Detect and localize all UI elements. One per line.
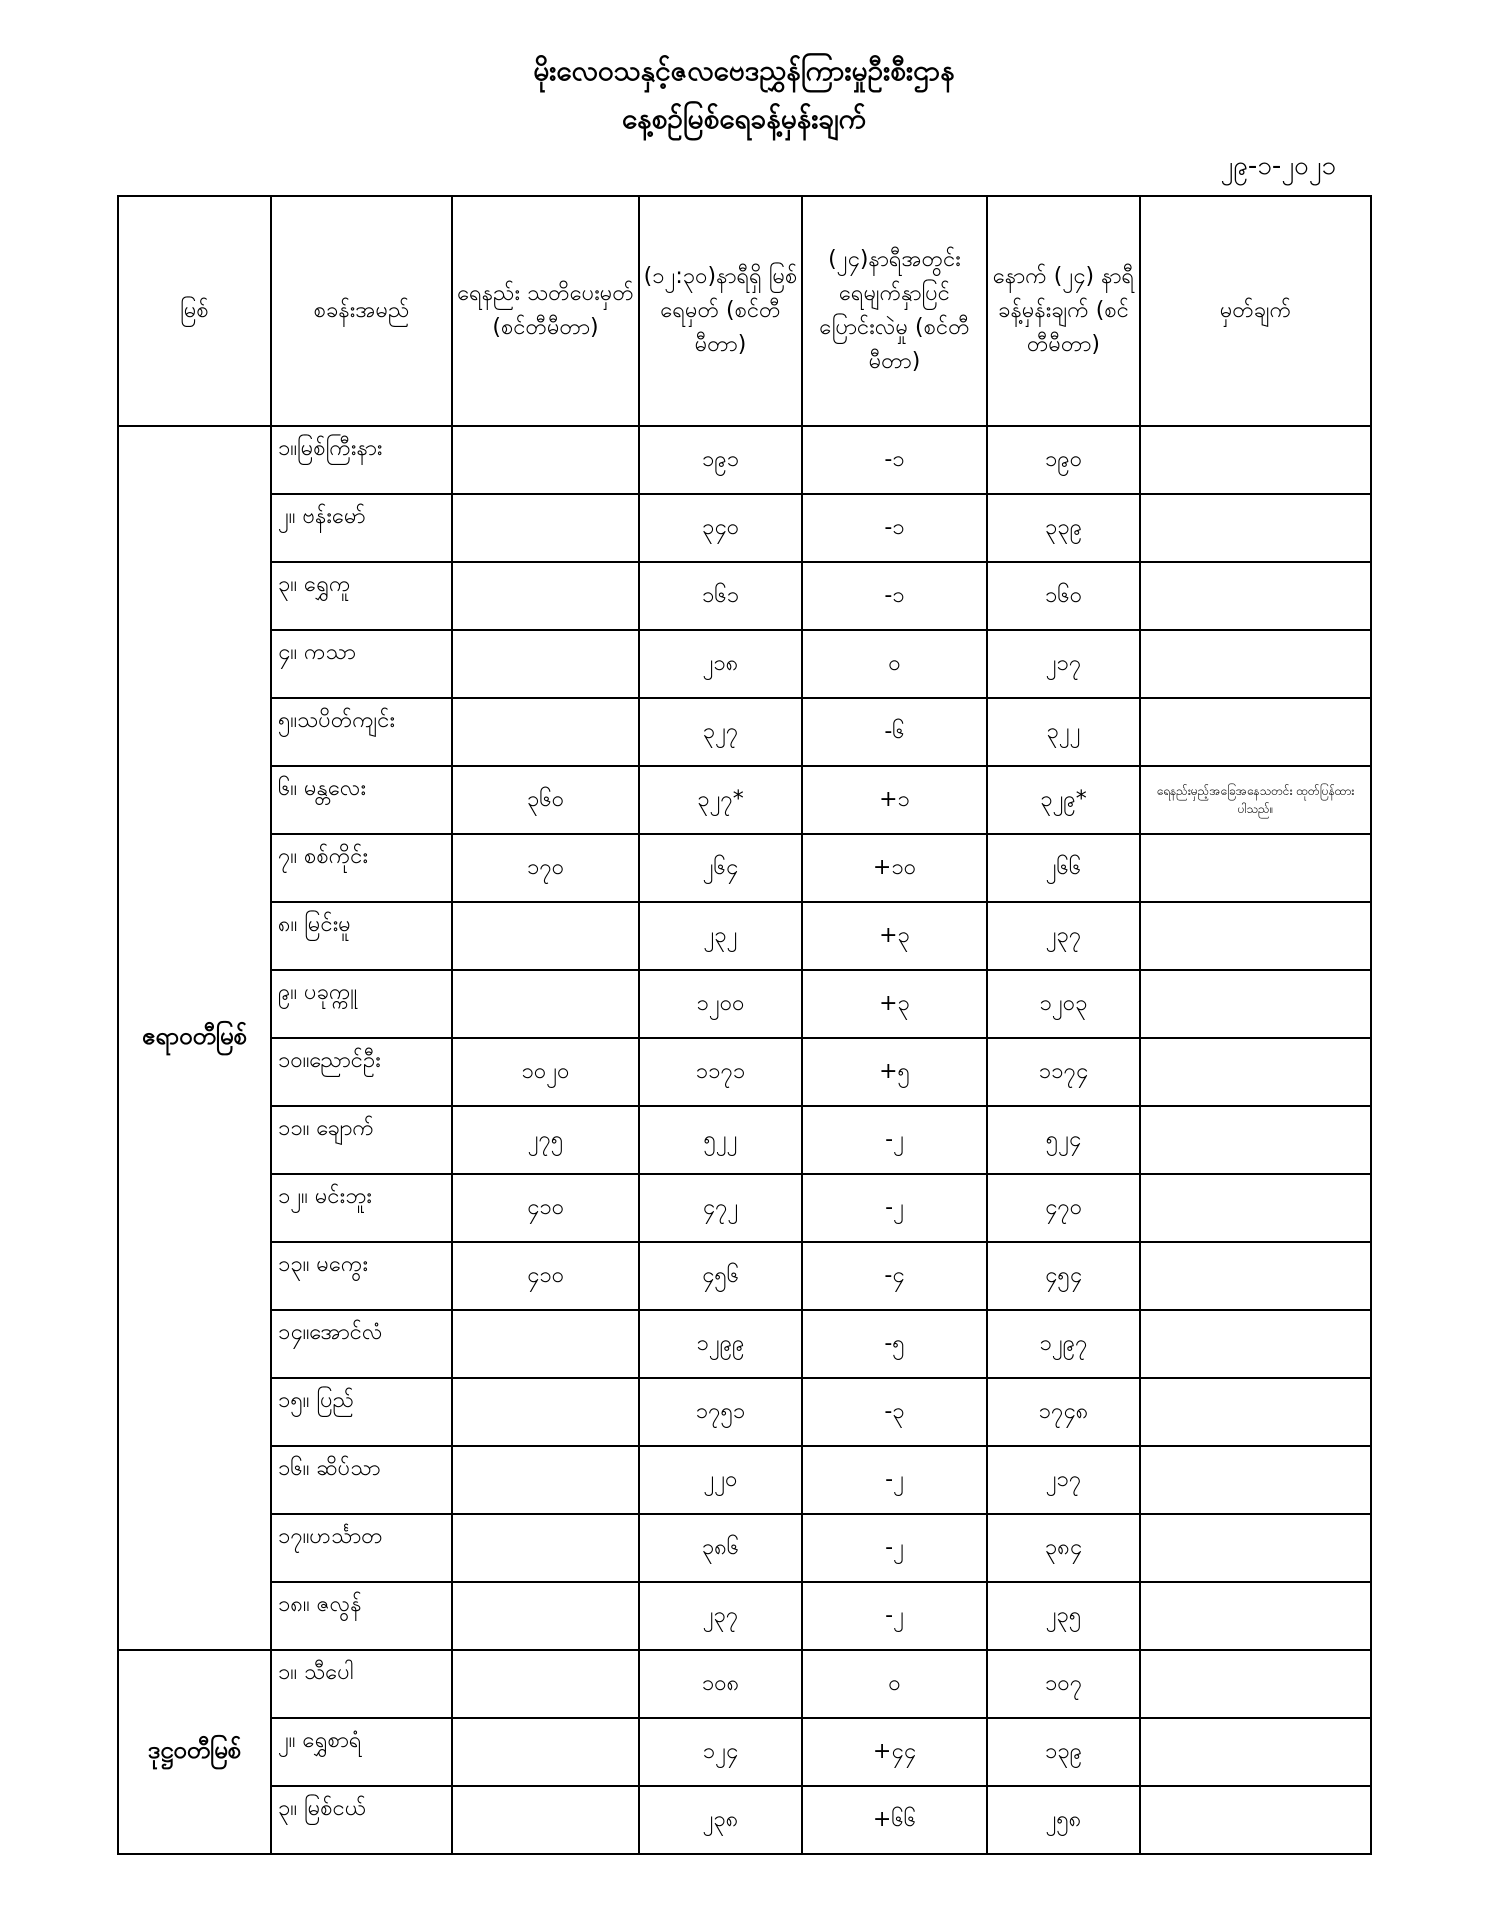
level-change-cell: +၅ xyxy=(802,1038,987,1106)
low-warning-cell: ၄၁၀ xyxy=(452,1242,639,1310)
level-change-cell: -၅ xyxy=(802,1310,987,1378)
forecast-cell: ၁၆၀ xyxy=(987,562,1140,630)
remark-cell xyxy=(1140,698,1371,766)
level-change-cell: -၆ xyxy=(802,698,987,766)
water-level-cell: ၁၆၁ xyxy=(639,562,802,630)
low-warning-cell: ၂၇၅ xyxy=(452,1106,639,1174)
remark-cell: ရေနည်းမှည့်အခြေအနေသတင်း ထုတ်ပြန်ထားပါသည်။ xyxy=(1140,766,1371,834)
low-warning-cell xyxy=(452,1582,639,1650)
forecast-cell: ၁၉၀ xyxy=(987,426,1140,494)
forecast-cell: ၅၂၄ xyxy=(987,1106,1140,1174)
col-header-level: (၁၂:၃၀)နာရီရှိ မြစ်ရေမှတ် (စင်တီမီတာ) xyxy=(639,196,802,426)
level-change-cell: -၂ xyxy=(802,1106,987,1174)
station-cell: ၁၈။ ဇလွန် xyxy=(271,1582,452,1650)
low-warning-cell xyxy=(452,426,639,494)
forecast-cell: ၂၃၇ xyxy=(987,902,1140,970)
table-row xyxy=(118,1514,1371,1582)
table-row xyxy=(118,1310,1371,1378)
station-cell: ၁၆။ ဆိပ်သာ xyxy=(271,1446,452,1514)
level-change-cell: +၆၆ xyxy=(802,1786,987,1854)
page-subtitle: နေ့စဉ်မြစ်ရေခန့်မှန်းချက် xyxy=(621,102,867,135)
forecast-cell: ၁၁၇၄ xyxy=(987,1038,1140,1106)
water-level-cell: ၁၂၉၉ xyxy=(639,1310,802,1378)
forecast-cell: ၄၇၀ xyxy=(987,1174,1140,1242)
level-change-cell: ၀ xyxy=(802,630,987,698)
table-row xyxy=(118,1582,1371,1650)
forecast-cell: ၂၅၈ xyxy=(987,1786,1140,1854)
low-warning-cell xyxy=(452,1310,639,1378)
low-warning-cell xyxy=(452,698,639,766)
forecast-cell: ၄၅၄ xyxy=(987,1242,1140,1310)
remark-cell xyxy=(1140,1378,1371,1446)
forecast-cell: ၃၃၉ xyxy=(987,494,1140,562)
level-change-cell: -၂ xyxy=(802,1582,987,1650)
level-change-cell: +၃ xyxy=(802,902,987,970)
water-level-cell: ၂၃၇ xyxy=(639,1582,802,1650)
col-header-remark: မှတ်ချက် xyxy=(1140,196,1371,426)
low-warning-cell xyxy=(452,1378,639,1446)
table-row xyxy=(118,970,1371,1038)
table-row xyxy=(118,1718,1371,1786)
low-warning-cell: ၁၇၀ xyxy=(452,834,639,902)
water-level-cell: ၃၂၇ xyxy=(639,698,802,766)
station-cell: ၁။ သီပေါ xyxy=(271,1650,452,1718)
remark-cell xyxy=(1140,902,1371,970)
water-level-cell: ၃၂၇* xyxy=(639,766,802,834)
remark-cell xyxy=(1140,1650,1371,1718)
table-row xyxy=(118,1038,1371,1106)
river-level-table xyxy=(117,195,1372,1855)
remark-cell xyxy=(1140,1038,1371,1106)
low-warning-cell xyxy=(452,1446,639,1514)
water-level-cell: ၁၀၈ xyxy=(639,1650,802,1718)
table-body xyxy=(118,426,1371,1854)
forecast-cell: ၁၂၉၇ xyxy=(987,1310,1140,1378)
station-cell: ၁၁။ ချောက် xyxy=(271,1106,452,1174)
remark-cell xyxy=(1140,1310,1371,1378)
remark-cell xyxy=(1140,1786,1371,1854)
forecast-cell: ၁၂၀၃ xyxy=(987,970,1140,1038)
low-warning-cell xyxy=(452,494,639,562)
table-row xyxy=(118,494,1371,562)
table-row xyxy=(118,902,1371,970)
table-row xyxy=(118,630,1371,698)
level-change-cell: +၁၀ xyxy=(802,834,987,902)
remark-cell xyxy=(1140,970,1371,1038)
low-warning-cell: ၁၀၂၀ xyxy=(452,1038,639,1106)
col-header-low-warning: ရေနည်း သတိပေးမှတ် (စင်တီမီတာ) xyxy=(452,196,639,426)
remark-cell xyxy=(1140,1718,1371,1786)
water-level-cell: ၄၅၆ xyxy=(639,1242,802,1310)
table-row xyxy=(118,1786,1371,1854)
level-change-cell: -၂ xyxy=(802,1446,987,1514)
remark-cell xyxy=(1140,1582,1371,1650)
water-level-cell: ၂၃၂ xyxy=(639,902,802,970)
low-warning-cell: ၃၆၀ xyxy=(452,766,639,834)
station-cell: ၂။ ဗန်းမော် xyxy=(271,494,452,562)
low-warning-cell xyxy=(452,970,639,1038)
forecast-cell: ၁၃၉ xyxy=(987,1718,1140,1786)
river-name-cell: ဒုဋ္ဌဝတီမြစ် xyxy=(118,1650,271,1854)
low-warning-cell xyxy=(452,630,639,698)
table-row xyxy=(118,1650,1371,1718)
low-warning-cell xyxy=(452,1650,639,1718)
water-level-cell: ၅၂၂ xyxy=(639,1106,802,1174)
remark-cell xyxy=(1140,426,1371,494)
forecast-cell: ၂၆၆ xyxy=(987,834,1140,902)
station-cell: ၃။ ရွှေကူ xyxy=(271,562,452,630)
remark-cell xyxy=(1140,1106,1371,1174)
station-cell: ၁၅။ ပြည် xyxy=(271,1378,452,1446)
water-level-cell: ၃၈၆ xyxy=(639,1514,802,1582)
station-cell: ၁၄။အောင်လံ xyxy=(271,1310,452,1378)
station-cell: ၁၀။ညောင်ဦး xyxy=(271,1038,452,1106)
low-warning-cell xyxy=(452,1514,639,1582)
table-row xyxy=(118,562,1371,630)
level-change-cell: +၁ xyxy=(802,766,987,834)
forecast-cell: ၁၀၇ xyxy=(987,1650,1140,1718)
water-level-cell: ၁၉၁ xyxy=(639,426,802,494)
forecast-cell: ၃၂၉* xyxy=(987,766,1140,834)
forecast-cell: ၃၈၄ xyxy=(987,1514,1140,1582)
level-change-cell: +၃ xyxy=(802,970,987,1038)
water-level-cell: ၁၂၄ xyxy=(639,1718,802,1786)
table-row xyxy=(118,426,1371,494)
remark-cell xyxy=(1140,630,1371,698)
water-level-cell: ၂၆၄ xyxy=(639,834,802,902)
remark-cell xyxy=(1140,1446,1371,1514)
level-change-cell: -၂ xyxy=(802,1174,987,1242)
table-row xyxy=(118,1174,1371,1242)
level-change-cell: -၃ xyxy=(802,1378,987,1446)
water-level-cell: ၁၁၇၁ xyxy=(639,1038,802,1106)
level-change-cell: -၂ xyxy=(802,1514,987,1582)
remark-cell xyxy=(1140,494,1371,562)
remark-cell xyxy=(1140,1174,1371,1242)
level-change-cell: -၁ xyxy=(802,494,987,562)
page-title: မိုးလေဝသနှင့်ဇလဗေဒညွှန်ကြားမှုဦးစီးဌာန xyxy=(533,54,955,87)
station-cell: ၃။ မြစ်ငယ် xyxy=(271,1786,452,1854)
col-header-river: မြစ် xyxy=(118,196,271,426)
low-warning-cell xyxy=(452,1718,639,1786)
table-row xyxy=(118,766,1371,834)
level-change-cell: +၄၄ xyxy=(802,1718,987,1786)
table-row xyxy=(118,1242,1371,1310)
table-row xyxy=(118,1378,1371,1446)
station-cell: ၇။ စစ်ကိုင်း xyxy=(271,834,452,902)
col-header-station: စခန်းအမည် xyxy=(271,196,452,426)
forecast-cell: ၃၂၂ xyxy=(987,698,1140,766)
col-header-forecast: နောက် (၂၄) နာရီ ခန့်မှန်းချက် (စင်တီမီတာ) xyxy=(987,196,1140,426)
report-date: ၂၉-၁-၂၀၂၁ xyxy=(1220,151,1336,181)
low-warning-cell: ၄၁၀ xyxy=(452,1174,639,1242)
level-change-cell: -၁ xyxy=(802,562,987,630)
table-row xyxy=(118,698,1371,766)
station-cell: ၅။သပိတ်ကျင်း xyxy=(271,698,452,766)
station-cell: ၈။ မြင်းမူ xyxy=(271,902,452,970)
water-level-cell: ၂၂၀ xyxy=(639,1446,802,1514)
low-warning-cell xyxy=(452,902,639,970)
forecast-cell: ၂၁၇ xyxy=(987,1446,1140,1514)
water-level-cell: ၂၁၈ xyxy=(639,630,802,698)
table-row xyxy=(118,834,1371,902)
water-level-cell: ၁၂၀၀ xyxy=(639,970,802,1038)
station-cell: ၉။ ပခုက္ကူ xyxy=(271,970,452,1038)
table-row xyxy=(118,1446,1371,1514)
level-change-cell: -၄ xyxy=(802,1242,987,1310)
water-level-cell: ၃၄၀ xyxy=(639,494,802,562)
remark-cell xyxy=(1140,562,1371,630)
forecast-cell: ၂၃၅ xyxy=(987,1582,1140,1650)
station-cell: ၁၇။ဟင်္သာတ xyxy=(271,1514,452,1582)
table-row xyxy=(118,1106,1371,1174)
low-warning-cell xyxy=(452,562,639,630)
station-cell: ၁၂။ မင်းဘူး xyxy=(271,1174,452,1242)
water-level-cell: ၄၇၂ xyxy=(639,1174,802,1242)
low-warning-cell xyxy=(452,1786,639,1854)
remark-cell xyxy=(1140,1514,1371,1582)
remark-cell xyxy=(1140,1242,1371,1310)
header-row xyxy=(118,196,1371,426)
water-level-cell: ၁၇၅၁ xyxy=(639,1378,802,1446)
station-cell: ၄။ ကသာ xyxy=(271,630,452,698)
col-header-change: (၂၄)နာရီအတွင်း ရေမျက်နှာပြင် ပြောင်းလဲမှု (စင်တီမီတာ) xyxy=(802,196,987,426)
forecast-cell: ၂၁၇ xyxy=(987,630,1140,698)
remark-cell xyxy=(1140,834,1371,902)
forecast-cell: ၁၇၄၈ xyxy=(987,1378,1140,1446)
station-cell: ၂။ ရွှေစာရံ xyxy=(271,1718,452,1786)
station-cell: ၆။ မန္တလေး xyxy=(271,766,452,834)
level-change-cell: -၁ xyxy=(802,426,987,494)
water-level-cell: ၂၃၈ xyxy=(639,1786,802,1854)
station-cell: ၁၃။ မကွေး xyxy=(271,1242,452,1310)
station-cell: ၁။မြစ်ကြီးနား xyxy=(271,426,452,494)
river-name-cell: ဧရာဝတီမြစ် xyxy=(118,426,271,1650)
level-change-cell: ၀ xyxy=(802,1650,987,1718)
